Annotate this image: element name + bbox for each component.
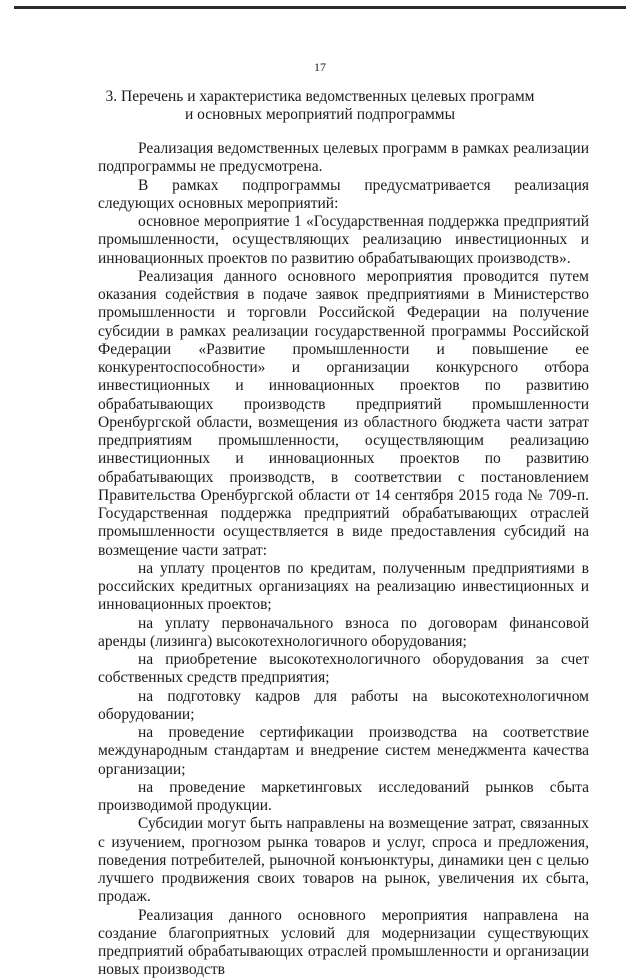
list-item: на приобретение высокотехнологичного оборудования за счет собственных средств предприятия;: [98, 651, 589, 687]
list-item: на уплату первоначального взноса по договорам финансовой аренды (лизинга) высокотехнологичного оборудования;: [98, 614, 589, 650]
paragraph: Субсидии могут быть направлены на возмещение затрат, связанных с изучением, прогнозом рынка товаров и услуг, спроса и предложения, поведения потребителей, рыночной конъюнктуры, динамики цен с целью лучшего продвижения своих товаров на рынок, увеличения их сбыта, продаж.: [98, 815, 589, 906]
body-text: [98, 140, 589, 980]
scan-top-border: [14, 6, 626, 9]
list-item: на подготовку кадров для работы на высокотехнологичном оборудовании;: [98, 687, 589, 723]
paragraph: Реализация ведомственных целевых программ в рамках реализации подпрограммы не предусмотрена.: [98, 140, 589, 176]
section-title-line-1: 3. Перечень и характеристика ведомственных целевых программ: [105, 88, 535, 105]
list-item: на проведение сертификации производства на соответствие международным стандартам и внедрение систем менеджмента качества организации;: [98, 724, 589, 778]
list-item: на проведение маркетинговых исследований рынков сбыта производимой продукции.: [98, 778, 589, 814]
paragraph: В рамках подпрограммы предусматривается реализация следующих основных мероприятий:: [98, 176, 589, 212]
paragraph: Реализация данного основного мероприятия проводится путем оказания содействия в подаче заявок предприятиями в Министерство промышленности и торговли Российской Федерации на получение субсидии в рамках реализации государственной программы Российской Федерации «Развитие промышленности и повышение ее конкурентоспособности» и организации конкурсного отбора инвестиционных и инновационных проектов по развитию обрабатывающих производств предприятий промышленности Оренбургской области, возмещения из областного бюджета части затрат предприятиям промышленности, осуществляющим реализацию инвестиционных и инновационных проектов по развитию обрабатывающих производств, в соответствии с постановлением Правительства Оренбургской области от 14 сентября 2015 года № 709-п. Государственная поддержка предприятий обрабатывающих отраслей промышленности осуществляется в виде предоставления субсидий на возмещение части затрат:: [98, 267, 589, 559]
page-number: 17: [314, 60, 326, 74]
paragraph: Реализация данного основного мероприятия направлена на создание благоприятных условий для модернизации существующих предприятий обрабатывающих отраслей промышленности и организации новых производств: [98, 906, 589, 979]
list-item: на уплату процентов по кредитам, полученным предприятиями в российских кредитных организациях на реализацию инвестиционных и инновационных проектов;: [98, 559, 589, 614]
section-title-line-2: и основных мероприятий подпрограммы: [184, 106, 456, 123]
section-title: [90, 88, 550, 124]
paragraph: основное мероприятие 1 «Государственная поддержка предприятий промышленности, осуществляющих реализацию инвестиционных и инновационных проектов по развитию обрабатывающих производств».: [98, 213, 589, 267]
